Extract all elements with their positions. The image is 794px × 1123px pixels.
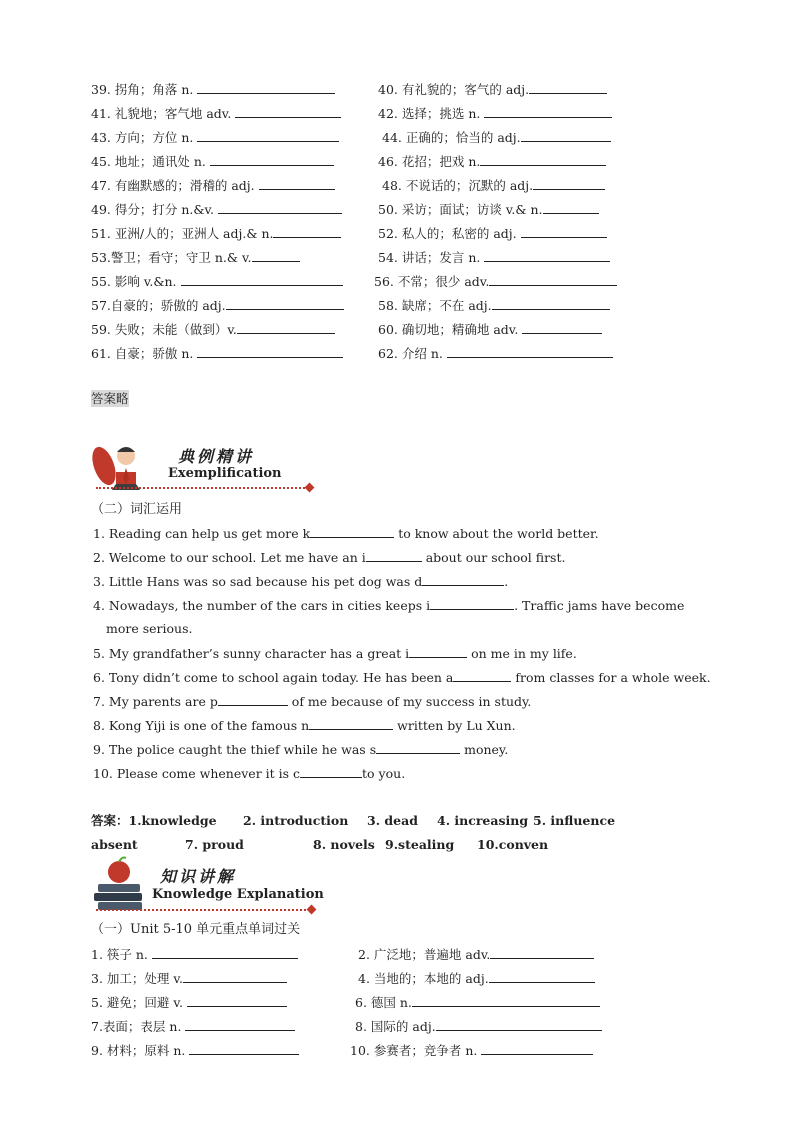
exercise-item: 3. Little Hans was so sad because his pet dog was d .: [93, 574, 509, 589]
banner-title-cn: 典例精讲: [178, 447, 255, 466]
vocab-item: 55. 影响 v.&n.: [91, 273, 343, 290]
vocab-item: 61. 自豪；骄傲 n.: [91, 345, 343, 362]
diamond-icon: [305, 483, 315, 493]
vocab-item: 7.表面；表层 n.: [91, 1018, 295, 1035]
vocab-item: 56. 不常；很少 adv.: [374, 273, 617, 290]
section-title: （一）Unit 5-10 单元重点单词过关: [91, 922, 301, 937]
vocab-item: 49. 得分；打分 n.&v.: [91, 201, 342, 218]
banner-divider: [96, 487, 308, 489]
answer-omitted-note: 答案略: [91, 391, 129, 406]
exercise-item: 4. Nowadays, the number of the cars in cities keeps i . Traffic jams have become: [93, 598, 685, 613]
banner-title-en: Knowledge Explanation: [152, 887, 324, 902]
vocab-item: 6. 德国 n.: [355, 994, 600, 1011]
vocab-item: 39. 拐角；角落 n.: [91, 81, 335, 98]
vocab-item: 60. 确切地；精确地 adv.: [378, 321, 602, 338]
vocab-item: 57.自豪的；骄傲的 adj.: [91, 297, 344, 314]
vocab-item: 59. 失败；未能（做到）v.: [91, 321, 335, 338]
vocab-item: 43. 方向；方位 n.: [91, 129, 339, 146]
exercise-item: 2. Welcome to our school. Let me have an i about our school first.: [93, 550, 566, 565]
exercise-item: 9. The police caught the thief while he was s money.: [93, 742, 509, 757]
vocab-item: 54. 讲话；发言 n.: [378, 249, 610, 266]
exercise-item: more serious.: [106, 621, 193, 636]
diamond-icon: [307, 905, 317, 915]
vocab-item: 2. 广泛地；普遍地 adv.: [358, 946, 594, 963]
vocab-item: 44. 正确的；恰当的 adj.: [382, 129, 611, 146]
vocab-item: 50. 采访；面试；访谈 v.& n.: [378, 201, 599, 218]
vocab-item: 3. 加工；处理 v.: [91, 970, 287, 987]
banner-title-en: Exemplification: [168, 466, 282, 481]
exercise-item: 7. My parents are p of me because of my success in study.: [93, 694, 532, 709]
exercise-item: 8. Kong Yiji is one of the famous n written by Lu Xun.: [93, 718, 516, 733]
vocab-item: 5. 避免；回避 v.: [91, 994, 287, 1011]
vocab-item: 4. 当地的；本地的 adj.: [358, 970, 595, 987]
exercise-item: 6. Tony didn’t come to school again today. He has been a from classes for a whole week.: [93, 670, 711, 685]
vocab-item: 9. 材料；原料 n.: [91, 1042, 299, 1059]
reading-teacher-icon: [90, 438, 160, 494]
vocab-item: 42. 选择；挑选 n.: [378, 105, 612, 122]
vocab-item: 52. 私人的；私密的 adj.: [378, 225, 607, 242]
section-title: （二）词汇运用: [91, 502, 183, 517]
exercise-item: 1. Reading can help us get more k to know about the world better.: [93, 526, 599, 541]
vocab-item: 62. 介绍 n.: [378, 345, 613, 362]
vocab-item: 48. 不说话的；沉默的 adj.: [382, 177, 605, 194]
vocab-item: 53.警卫；看守；守卫 n.& v.: [91, 249, 300, 266]
vocab-item: 47. 有幽默感的；滑稽的 adj.: [91, 177, 335, 194]
banner-title-cn: 知识讲解: [160, 867, 237, 886]
vocab-item: 46. 花招；把戏 n.: [378, 153, 606, 170]
vocab-item: 58. 缺席；不在 adj.: [378, 297, 610, 314]
vocab-item: 51. 亚洲/人的；亚洲人 adj.& n.: [91, 225, 341, 242]
books-apple-icon: [92, 856, 146, 912]
vocab-item: 40. 有礼貌的；客气的 adj.: [378, 81, 607, 98]
vocab-item: 8. 国际的 adj.: [355, 1018, 602, 1035]
vocab-item: 41. 礼貌地；客气地 adv.: [91, 105, 341, 122]
vocab-item: 10. 参赛者；竞争者 n.: [350, 1042, 593, 1059]
exercise-item: 10. Please come whenever it is c to you.: [93, 766, 406, 781]
vocab-item: 1. 筷子 n.: [91, 946, 298, 963]
banner-divider: [96, 909, 310, 911]
exercise-item: 5. My grandfather’s sunny character has a great i on me in my life.: [93, 646, 577, 661]
vocab-item: 45. 地址；通讯处 n.: [91, 153, 334, 170]
